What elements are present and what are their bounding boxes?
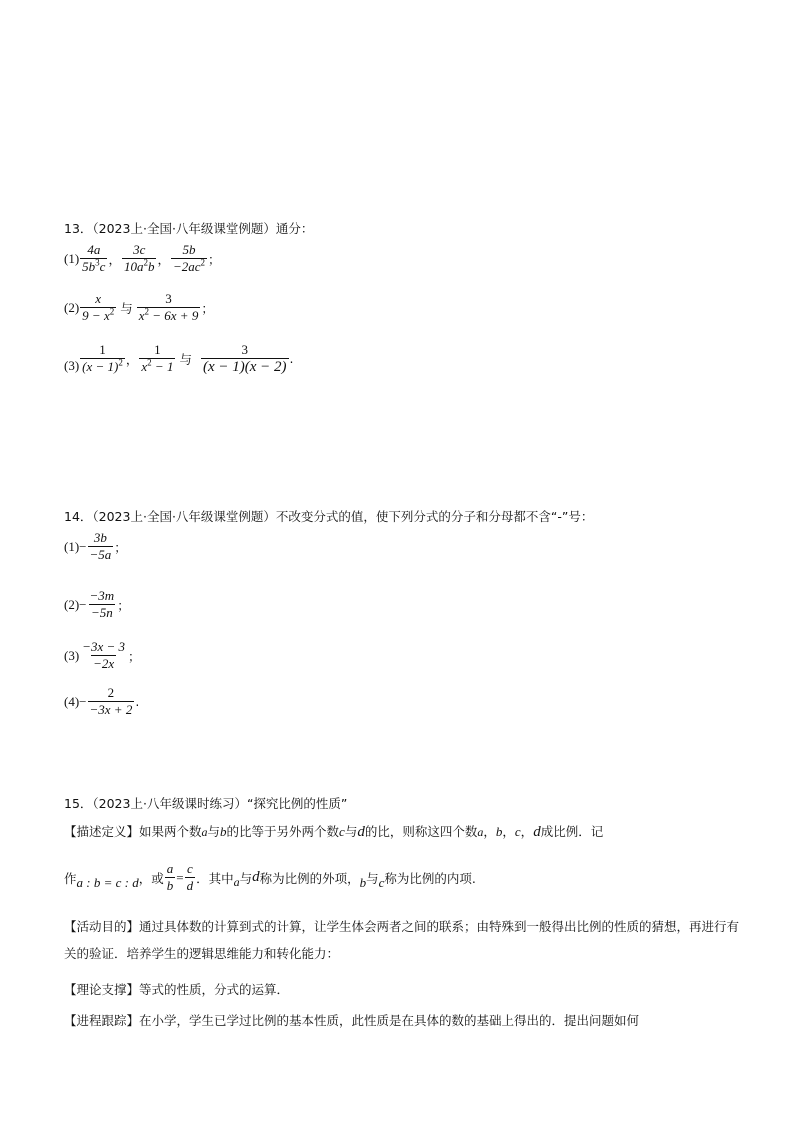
- q14-item-1: (1) − $\frac{3b}{-5a}$ ；: [64, 530, 127, 562]
- q15-header: 15．（2023上·八年级课时练习）“探究比例的性质”: [64, 796, 348, 811]
- q13-part1: (1) $\frac{4a}{5b^3c}$ ， $\frac{3c}{10a^2b}$ ， $\frac{5b}{-2ac^2}$ ；: [64, 242, 221, 274]
- q14-item-4: (4) − $\frac{2}{-3x + 2}$ .: [64, 685, 140, 717]
- q13-p3-frac2: $\frac{1}{x^2 - 1}$: [141, 342, 174, 374]
- q13-header: 13．（2023上·全国·八年级课堂例题）通分：: [64, 221, 314, 236]
- q13-p1-frac3: $\frac{5b}{-2ac^2}$: [172, 242, 206, 274]
- q15-activity-goal: 【活动目的】通过具体数的计算到式的计算，让学生体会两者之间的联系；由特殊到一般得出比例的性质的猜想，再进行有关的验证．培养学生的逻辑思维能力和转化能力：: [64, 919, 740, 961]
- q13-part2: (2) $\frac{x}{9 - x^2}$ 与 $\frac{3}{x^2 - 6x + 9}$ ；: [64, 291, 214, 323]
- q13-part3: (3) $\frac{1}{(x - 1)^2}$ ， $\frac{1}{x^2 - 1}$ 与 $\frac{3}{(x - 1)(x - 2)}$ .: [64, 342, 294, 375]
- q14-item-2: (2) − $\frac{-3m}{-5n}$ ；: [64, 588, 130, 620]
- q13-p2-label: (2): [64, 299, 80, 315]
- q13-p1-frac1: $\frac{4a}{5b^3c}$: [82, 242, 106, 274]
- q14-item-3: (3) $\frac{-3x - 3}{-2x}$ ；: [64, 639, 141, 671]
- q13-p1-frac2: $\frac{3c}{10a^2b}$: [123, 242, 155, 274]
- q15-progress: 【进程跟踪】在小学，学生已学过比例的基本性质，此性质是在具体的数的基础上得出的．提出问题如何: [64, 1013, 640, 1028]
- q15-definition-line2: 作 a : b = c : d ，或 $\frac{a}{b}$ = $\frac{c}{d}$ ．其中 a 与 d 称为比例的外项， b 与 c 称为比例的内项.: [64, 861, 476, 893]
- q13-p3-frac1: $\frac{1}{(x - 1)^2}$: [82, 342, 123, 374]
- q13-p2-frac2: $\frac{3}{x^2 - 6x + 9}$: [138, 291, 199, 323]
- q15-theory: 【理论支撑】等式的性质，分式的运算．: [64, 982, 290, 997]
- q13-p3-label: (3): [64, 358, 80, 373]
- q13-p1-label: (1): [64, 250, 80, 266]
- q13-p3-frac3: $\frac{3}{(x - 1)(x - 2)}$: [202, 342, 287, 375]
- q15-definition-line1: 【描述定义】如果两个数a与b的比等于另外两个数c与d的比，则称这四个数a，b，c，d成比例．记: [64, 824, 604, 840]
- q14-header: 14．（2023上·全国·八年级课堂例题）不改变分式的值，使下列分式的分子和分母都不含“-”号：: [64, 509, 594, 524]
- q13-p2-frac1: $\frac{x}{9 - x^2}$: [82, 291, 115, 323]
